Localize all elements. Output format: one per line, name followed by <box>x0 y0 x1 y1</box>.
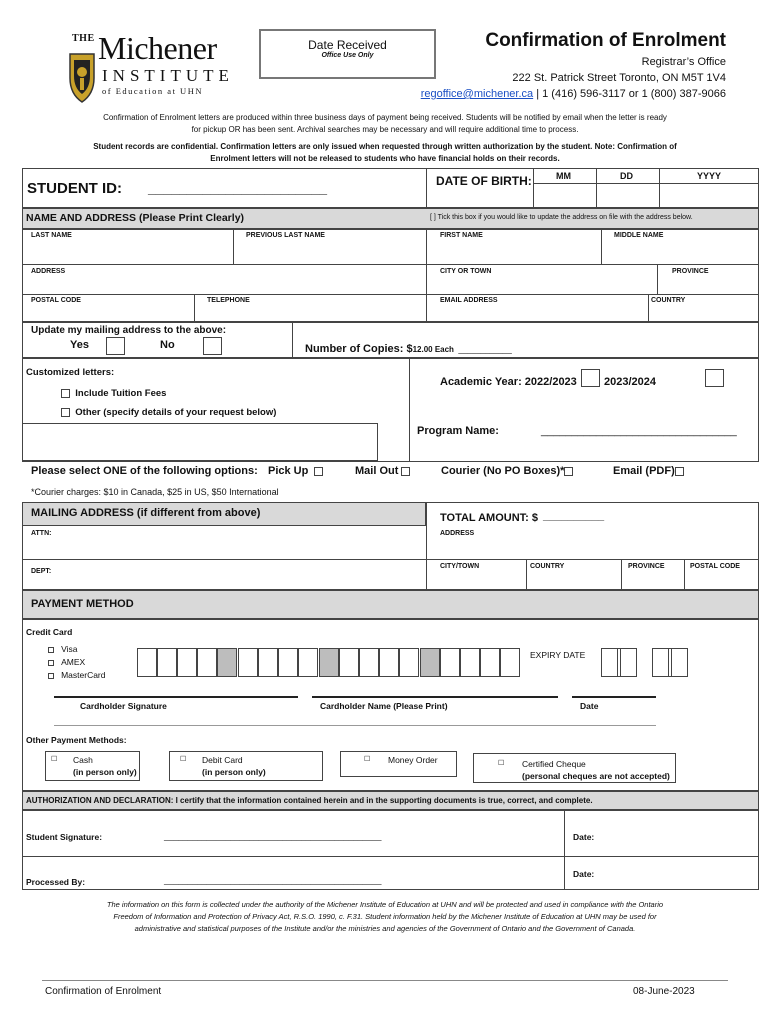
divider <box>426 229 427 322</box>
first-name-field[interactable]: FIRST NAME <box>440 232 483 239</box>
year-2023-label: 2023/2024 <box>604 376 656 388</box>
card-digit[interactable] <box>238 648 258 677</box>
mail-option[interactable] <box>355 465 410 477</box>
cheque-sub: (personal cheques are not accepted) <box>522 771 670 781</box>
crest-icon <box>68 48 96 104</box>
notice-line-2: for pickup OR has been sent. Archival searches may be necessary and will require additional time to process. <box>191 125 579 134</box>
divider <box>564 810 565 890</box>
divider <box>194 294 195 322</box>
courier-label: Courier (No PO Boxes)* <box>441 465 565 477</box>
expiry-label: EXPIRY DATE <box>530 650 586 660</box>
name-section-title: NAME AND ADDRESS (Please Print Clearly) <box>26 212 245 224</box>
pickup-label: Pick Up <box>268 465 309 477</box>
email-link[interactable]: regoffice@michener.ca <box>420 88 534 100</box>
amex-label: AMEX <box>61 657 86 667</box>
pickup-checkbox[interactable] <box>314 467 323 476</box>
contact-line <box>421 88 726 100</box>
card-digit[interactable] <box>258 648 278 677</box>
visa-checkbox[interactable] <box>48 647 54 653</box>
divider <box>22 856 759 857</box>
total-amount-input[interactable]: __________ <box>543 510 605 522</box>
dob-yyyy: YYYY <box>697 171 722 181</box>
student-signature-line[interactable]: ______________________________________________ <box>164 831 382 841</box>
postal-code-field[interactable]: POSTAL CODE <box>31 297 81 304</box>
divider <box>684 559 685 590</box>
auth-section <box>22 810 759 890</box>
footer-rule <box>42 980 728 981</box>
city-field[interactable]: CITY OR TOWN <box>440 268 492 275</box>
dept-field[interactable]: DEPT: <box>31 568 52 575</box>
footer-date: 08-June-2023 <box>633 986 695 997</box>
cheque-option[interactable] <box>473 753 676 783</box>
student-id-label: STUDENT ID: <box>27 180 122 197</box>
money-order-checkbox[interactable]: ☐ <box>364 756 371 763</box>
mailing-address-field[interactable]: ADDRESS <box>440 530 475 537</box>
divider <box>22 264 759 265</box>
student-signature-label: Student Signature: <box>26 832 103 842</box>
phone-numbers: | 1 (416) 596-3117 or 1 (800) 387-9066 <box>533 88 726 100</box>
middle-name-field[interactable]: MIDDLE NAME <box>614 232 664 239</box>
dob-day-input[interactable] <box>596 183 659 208</box>
other-request-checkbox[interactable] <box>61 408 70 417</box>
card-digit-separator <box>319 648 339 677</box>
logo-institute: INSTITUTE <box>102 66 234 85</box>
attn-field[interactable]: ATTN: <box>31 530 52 537</box>
card-digit[interactable] <box>460 648 480 677</box>
logo-the: THE <box>72 33 95 44</box>
card-digit[interactable] <box>339 648 359 677</box>
mastercard-label: MasterCard <box>61 670 106 680</box>
notice-line-1: Confirmation of Enrolment letters are produced within three business days of payment being received. Students will be notified by email when the letter is ready <box>103 113 667 122</box>
processed-date-label: Date: <box>573 869 595 879</box>
copies-line <box>305 339 512 357</box>
dob-mm: MM <box>556 171 571 181</box>
cardholder-name-line[interactable] <box>312 696 558 698</box>
tuition-label: Include Tuition Fees <box>75 388 167 399</box>
card-digit[interactable] <box>137 648 157 677</box>
page-title: Confirmation of Enrolment <box>485 30 726 51</box>
mailing-country-field[interactable]: COUNTRY <box>530 563 565 570</box>
card-digit[interactable] <box>177 648 197 677</box>
cardholder-signature-line[interactable] <box>54 696 298 698</box>
student-id-field[interactable]: _______________________ <box>148 180 328 196</box>
mailing-province-field[interactable]: PROVINCE <box>628 563 665 570</box>
mastercard-checkbox[interactable] <box>48 673 54 679</box>
card-digit[interactable] <box>379 648 399 677</box>
email-pdf-checkbox[interactable] <box>675 467 684 476</box>
update-yes-checkbox[interactable] <box>106 337 125 355</box>
processed-by-label: Processed By: <box>26 877 86 887</box>
debit-checkbox[interactable]: ☐ <box>180 756 187 763</box>
card-digit-separator <box>217 648 237 677</box>
michener-logo <box>68 30 244 106</box>
legal-line-3: administrative and statistical purposes of the Institute and/or the ministries and agencies of the Government of Ontario and the Government of Canada. <box>134 924 636 933</box>
cardholder-name-label: Cardholder Name (Please Print) <box>320 701 448 711</box>
dob-month-input[interactable] <box>533 183 596 208</box>
legal-line-1: The information on this form is collected under the authority of the Michener Institute of Education at UHN and will be protected and used in compliance with the Ontario <box>106 900 664 909</box>
divider <box>54 725 656 726</box>
email-pdf-option[interactable] <box>613 465 684 477</box>
auth-declaration: AUTHORIZATION AND DECLARATION: I certify that the information contained herein and in the supporting documents is true, correct, and complete. <box>26 796 593 805</box>
divider <box>22 559 759 560</box>
cash-checkbox[interactable]: ☐ <box>51 756 58 763</box>
card-date-label: Date <box>580 701 599 711</box>
visa-option[interactable] <box>48 644 77 654</box>
cash-label: Cash <box>73 755 93 765</box>
debit-label: Debit Card <box>202 755 243 765</box>
pickup-option[interactable] <box>268 465 323 477</box>
amex-option[interactable] <box>48 657 85 667</box>
card-digit[interactable] <box>197 648 217 677</box>
tuition-checkbox[interactable] <box>61 389 70 398</box>
expiry-digit[interactable] <box>617 648 637 677</box>
mastercard-option[interactable] <box>48 670 106 680</box>
registrar-office: Registrar’s Office <box>641 56 726 68</box>
divider <box>621 559 622 590</box>
other-request-textarea[interactable] <box>22 423 378 461</box>
amex-checkbox[interactable] <box>48 660 54 666</box>
notice-line-4: Enrolment letters will not be released to students who have financial holds on their records. <box>210 154 560 163</box>
divider <box>648 294 649 322</box>
custom-letters-label: Customized letters: <box>26 367 115 378</box>
card-digit[interactable] <box>298 648 318 677</box>
cheque-label: Certified Cheque <box>522 759 586 769</box>
other-request-option[interactable] <box>61 407 276 418</box>
logo-subtitle: of Education at UHN <box>102 86 203 96</box>
other-request-label: Other (specify details of your request below) <box>75 407 277 418</box>
date-received-box <box>259 29 436 79</box>
card-digit[interactable] <box>359 648 379 677</box>
mailing-title: MAILING ADDRESS (if different from above) <box>31 507 261 519</box>
email-pdf-label: Email (PDF) <box>613 465 675 477</box>
telephone-field[interactable]: TELEPHONE <box>207 297 250 304</box>
courier-checkbox[interactable] <box>564 467 573 476</box>
card-date-line[interactable] <box>572 696 656 698</box>
mailing-city-field[interactable]: CITY/TOWN <box>440 563 480 570</box>
cheque-checkbox[interactable]: ☐ <box>498 760 505 767</box>
options-prompt: Please select ONE of the following options: <box>31 465 258 477</box>
notice-line-3: Student records are confidential. Confirmation letters are only issued when requested through written authorization by the student. Note: Confirmation of <box>93 142 677 151</box>
update-no-checkbox[interactable] <box>203 337 222 355</box>
program-name-input[interactable]: ________________________________ <box>541 425 737 437</box>
payment-title: PAYMENT METHOD <box>31 598 134 610</box>
card-digit[interactable] <box>157 648 177 677</box>
academic-year-label: Academic Year: 2022/2023 <box>440 376 577 388</box>
cash-sub: (in person only) <box>73 767 137 777</box>
cash-option[interactable] <box>45 751 140 781</box>
logo-name: Michener <box>98 30 217 66</box>
divider <box>409 358 410 462</box>
mail-checkbox[interactable] <box>401 467 410 476</box>
courier-note: *Courier charges: $10 in Canada, $25 in US, $50 International <box>31 487 279 497</box>
update-address-tick[interactable]: [ ] Tick this box if you would like to update the address on file with the address below. <box>430 214 693 221</box>
divider <box>657 264 658 294</box>
office-use-only: Office Use Only <box>321 52 374 59</box>
update-no-label: No <box>160 339 175 351</box>
office-address: 222 St. Patrick Street Toronto, ON M5T 1V4 <box>512 72 726 84</box>
email-address-field[interactable]: EMAIL ADDRESS <box>440 297 498 304</box>
divider <box>233 229 234 264</box>
update-yes-label: Yes <box>70 339 89 351</box>
previous-last-name-field[interactable]: PREVIOUS LAST NAME <box>246 232 325 239</box>
header-block <box>421 30 726 100</box>
credit-card-label: Credit Card <box>26 627 73 637</box>
address-field[interactable]: ADDRESS <box>31 268 66 275</box>
divider <box>601 229 602 264</box>
last-name-field[interactable]: LAST NAME <box>31 232 72 239</box>
year-2022-checkbox[interactable] <box>581 369 600 387</box>
mail-label: Mail Out <box>355 465 399 477</box>
card-digit[interactable] <box>399 648 419 677</box>
card-digit-separator <box>420 648 440 677</box>
total-amount-label: TOTAL AMOUNT: $ <box>440 512 538 524</box>
processed-by-line[interactable]: ______________________________________________ <box>164 875 382 885</box>
other-payment-label: Other Payment Methods: <box>26 735 127 745</box>
debit-sub: (in person only) <box>202 767 266 777</box>
debit-option[interactable] <box>169 751 323 781</box>
copies-price: 12.00 Each <box>412 345 454 354</box>
card-digit[interactable] <box>480 648 500 677</box>
footer-title: Confirmation of Enrolment <box>45 986 162 997</box>
year-2023-checkbox[interactable] <box>705 369 724 387</box>
divider <box>426 502 427 590</box>
dob-year-input[interactable] <box>659 183 759 208</box>
country-field[interactable]: COUNTRY <box>651 297 686 304</box>
dob-label: DATE OF BIRTH: <box>436 174 532 188</box>
student-date-label: Date: <box>573 832 595 842</box>
card-digit[interactable] <box>278 648 298 677</box>
card-digit[interactable] <box>500 648 520 677</box>
copies-label: Number of Copies: $ <box>305 343 413 355</box>
divider <box>292 322 293 358</box>
mailing-postal-field[interactable]: POSTAL CODE <box>690 563 740 570</box>
date-received-label: Date Received <box>308 38 387 52</box>
courier-option[interactable] <box>441 465 573 477</box>
cardholder-signature-label: Cardholder Signature <box>80 701 167 711</box>
money-order-option[interactable] <box>340 751 457 777</box>
program-name-label: Program Name: <box>417 425 499 437</box>
card-digit[interactable] <box>440 648 460 677</box>
visa-label: Visa <box>61 644 78 654</box>
expiry-digit[interactable] <box>668 648 688 677</box>
legal-line-2: Freedom of Information and Protection of Privacy Act, R.S.O. 1990, c. F.31. Student information held by the Michener Institute of Education at UHN may be used for <box>113 912 657 921</box>
dob-dd: DD <box>620 171 633 181</box>
province-field[interactable]: PROVINCE <box>672 268 709 275</box>
tuition-option[interactable] <box>61 388 166 399</box>
divider <box>426 168 427 208</box>
copies-input[interactable]: ____________ <box>458 345 512 354</box>
divider <box>526 559 527 590</box>
money-order-label: Money Order <box>388 755 438 765</box>
update-question: Update my mailing address to the above: <box>31 325 227 336</box>
